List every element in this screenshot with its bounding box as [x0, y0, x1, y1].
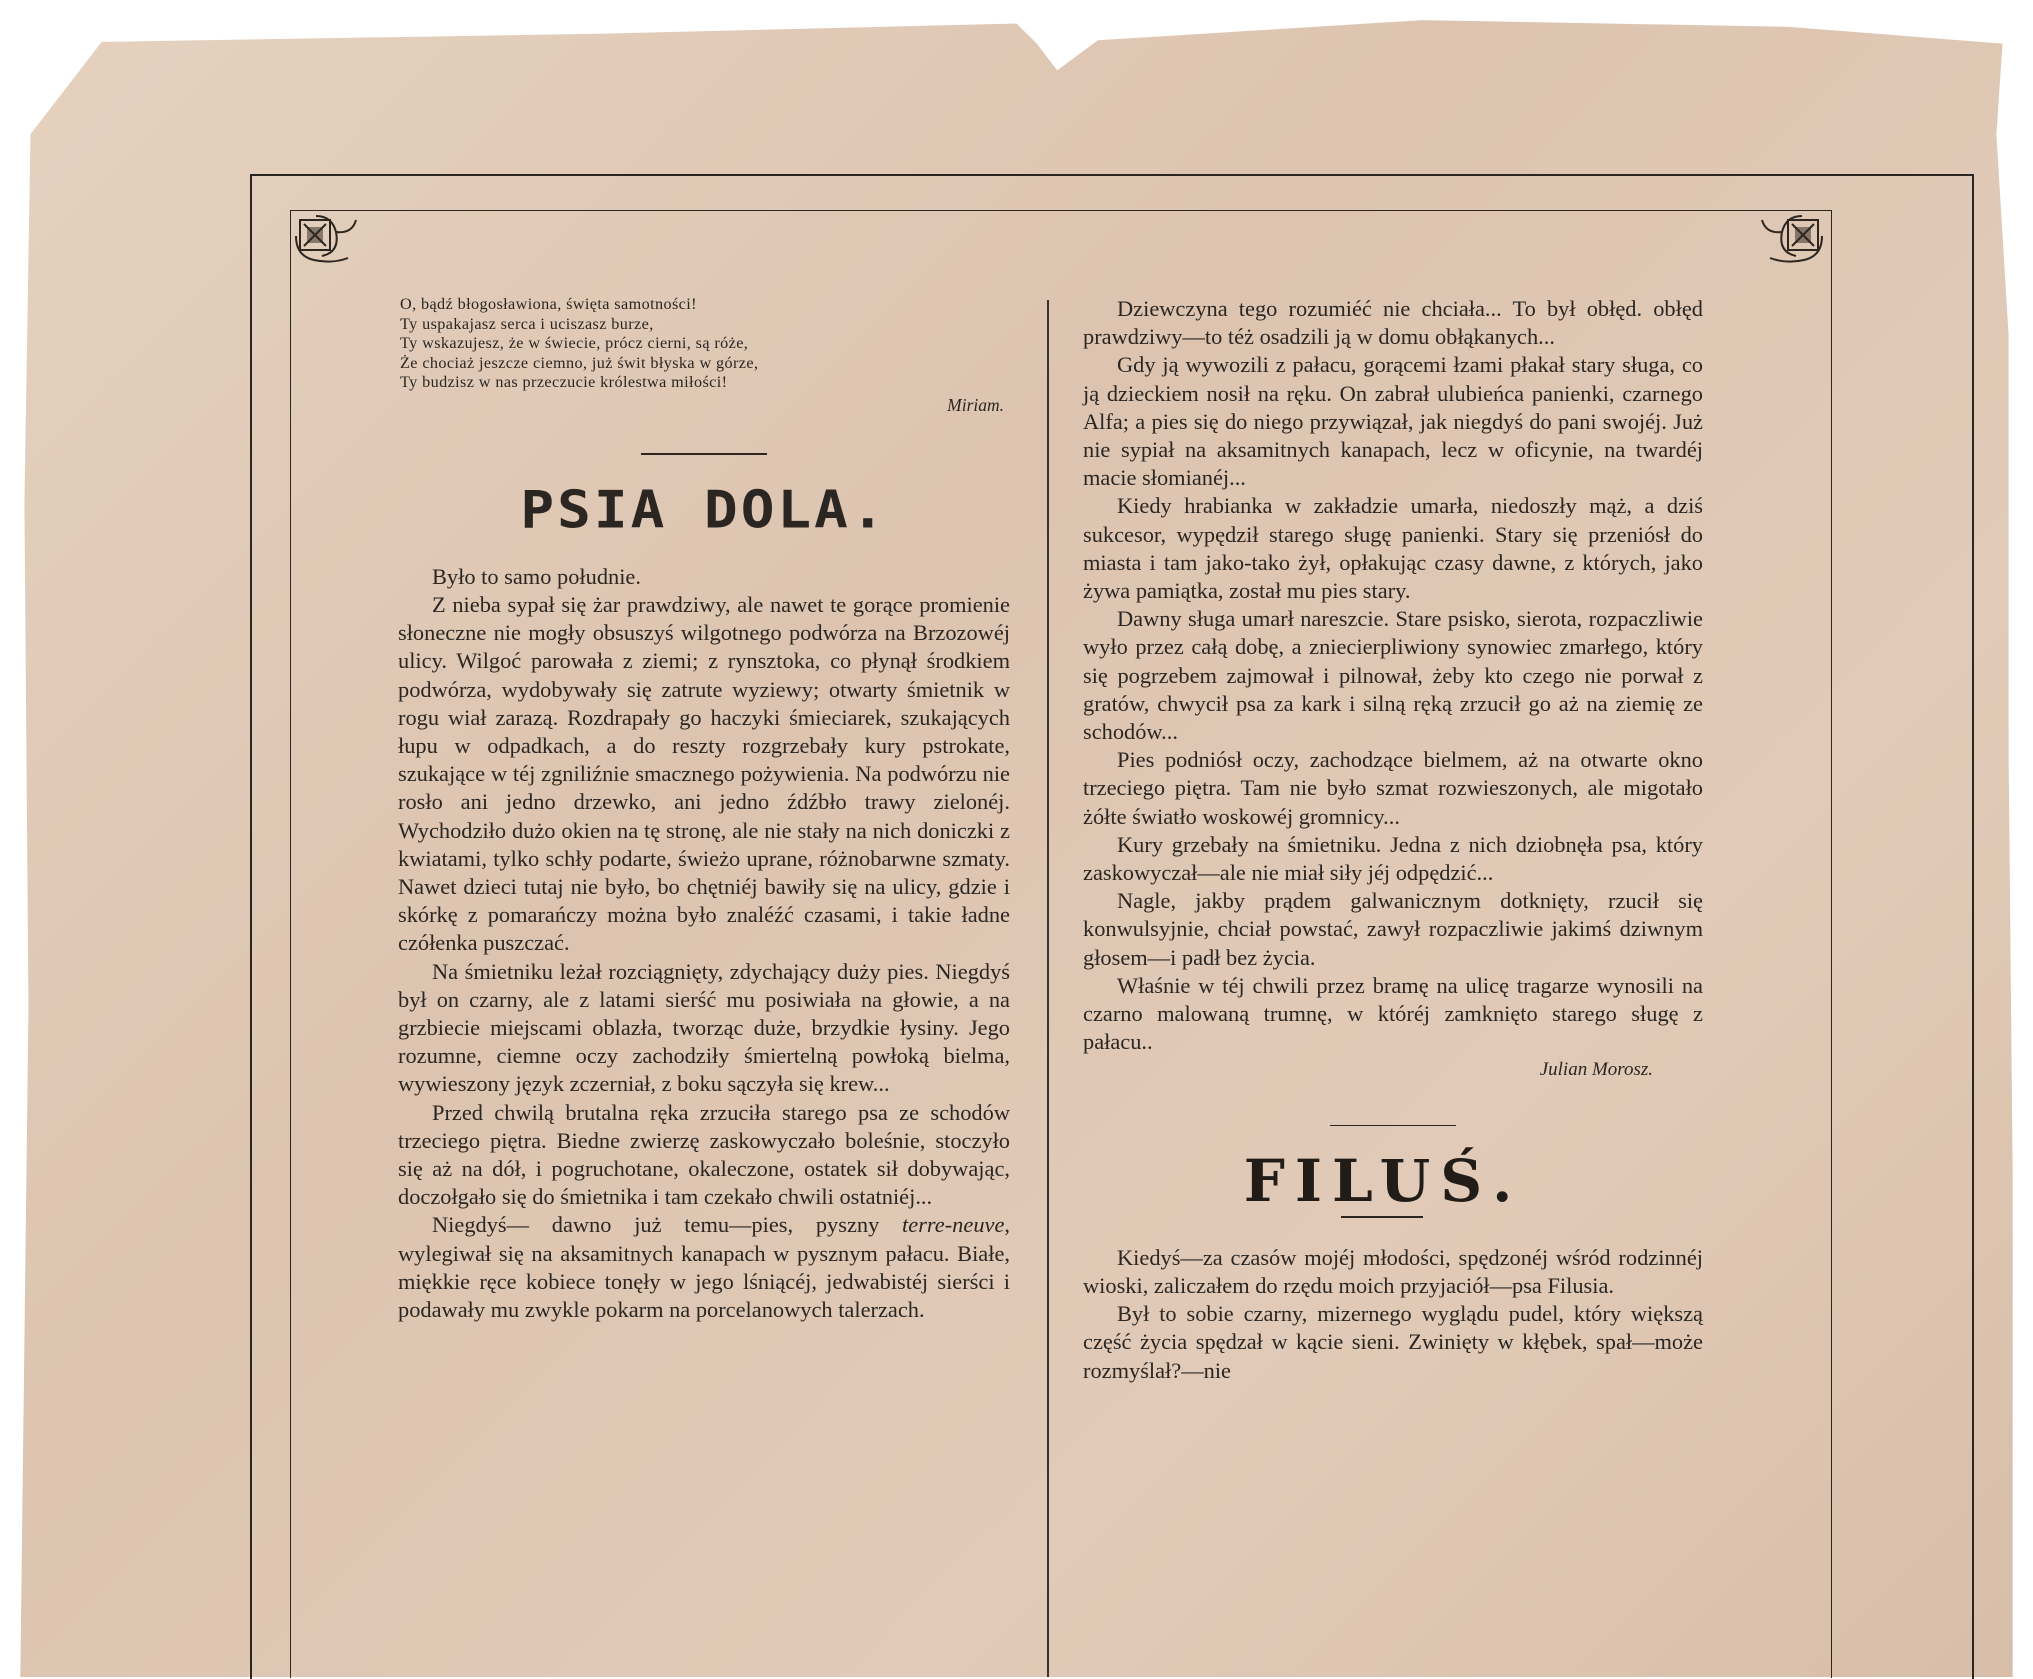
- story-paragraph: Gdy ją wywozili z pałacu, gorącemi łzami płakał stary sługa, co ją dzieckiem nosił na ręku. On zabrał ulubieńca panienki, czarnego Alfa; a pies się do niego przywiązał, jak niegdyś do pani swojéj. Już nie sypiał na aksamitnych kanapach, lecz w oficynie, na twardéj macie słomianéj...: [1083, 352, 1703, 491]
- italic-term: terre-neuve: [902, 1212, 1005, 1238]
- column-divider: [1047, 300, 1049, 1677]
- story-paragraph: Pies podniósł oczy, zachodzące bielmem, aż na otwarte okno trzeciego piętra. Tam nie było szmat rozwieszonych, ale migotało żółte światło woskowéj gromnicy...: [1083, 747, 1703, 829]
- story-paragraph: Był to sobie czarny, mizernego wyglądu pudel, który większą część życia spędzał w kącie sieni. Zwinięty w kłębek, spał—może rozmyślał?—nie: [1083, 1301, 1703, 1383]
- story-title-filus: FILUŚ.: [1243, 1147, 1523, 1216]
- poem-line: Że chociaż jeszcze ciemno, już świt błyska w górze,: [400, 353, 759, 372]
- story-paragraph: Z nieba sypał się żar prawdziwy, ale nawet te gorące promienie słoneczne nie mogły obsuszyś wilgotnego podwórza na Brzozowéj ulicy. Wilgoć parowała z ziemi; z rynsztoka, co płynął środkiem podwórza, wydobywały się zatrute wyziewy; otwarty śmietnik w rogu wiał zarazą. Rozdrapały go haczyki śmieciarek, szukających łupu w odpadkach, a do reszty rozgrzebały kury pstrokate, szukające w téj zgniliźnie smacznego pożywienia. Na podwórzu nie rosło ani jedno drzewko, ani jedno źdźbło trawy zielonéj. Wychodziło dużo okien na tę stronę, ale nie stały na nich doniczki z kwiatami, tylko schły podarte, świeżo uprane, różnobarwne szmaty. Nawet dzieci tutaj nie było, bo chętniéj bawiły się na ulicy, gdzie i skórkę z pomarańczy można było znaléźć czasami, i takie ładne czółenka puszczać.: [398, 591, 1010, 956]
- story-title-psia-dola: PSIA DOLA.: [520, 480, 888, 541]
- story-paragraph: Kiedy hrabianka w zakładzie umarła, niedoszły mąż, a dziś sukcesor, wypędził starego sługę panienki. Stary się przeniósł do miasta i tam jako-tako żył, opłakując czasy dawne, z których, jako żywa pamiątka, został mu pies stary.: [1083, 493, 1703, 604]
- right-column: [1083, 295, 1703, 1385]
- section-divider: [641, 453, 767, 455]
- corner-ornament-left-icon: [292, 212, 362, 282]
- story-paragraph: Dziewczyna tego rozumiéć nie chciała... To był obłęd. obłęd prawdziwy—to téż osadzili ją w domu obłąkanych...: [1083, 296, 1703, 350]
- story-paragraph: [398, 1211, 1010, 1324]
- story-paragraph: Kury grzebały na śmietniku. Jedna z nich dziobnęła psa, który zaskowyczał—ale nie miał siły jéj odpędzić...: [1083, 831, 1703, 886]
- poem-author: Miriam.: [947, 394, 1004, 415]
- poem-line: Ty wskazujesz, że w świecie, prócz cierni, są róże,: [400, 334, 749, 353]
- story-paragraph: Kiedyś—za czasów mojéj młodości, spędzonéj wśród rodzinnéj wioski, zaliczałem do rzędu moich przyjaciół—psa Filusia.: [1083, 1244, 1703, 1299]
- corner-ornament-right-icon: [1756, 212, 1826, 282]
- text-run: , wylegiwał się na aksamitnych kanapach w pysznym pałacu. Białe, miękkie ręce kobiece tonęły w jego lśniącéj, jedwabistéj sierści i podawały mu zwykle pokarm na porcelanowych talerzach.: [398, 1212, 1010, 1323]
- story-paragraph: Nagle, jakby prądem galwanicznym dotknięty, rzucił się konwulsyjnie, chciał powstać, zawył rozpaczliwie jakimś dziwnym głosem—i padł bez życia.: [1083, 888, 1703, 970]
- story-paragraph: Na śmietniku leżał rozciągnięty, zdychający duży pies. Niegdyś był on czarny, ale z latami sierść mu posiwiała na głowie, a na grzbiecie miejscami oblazła, tworząc duże, brzydkie łysiny. Jego rozumne, ciemne oczy zachodziły śmiertelną powłoką bielma, wywieszony język zczerniał, z boku sączyła się krew...: [398, 958, 1010, 1097]
- text-run: Niegdyś— dawno już temu—pies, pyszny: [432, 1212, 903, 1238]
- epigraph-poem: [400, 295, 1010, 393]
- poem-line: Ty budzisz w nas przeczucie królestwa miłości!: [400, 373, 728, 392]
- story-paragraph: Przed chwilą brutalna ręka zrzuciła starego psa ze schodów trzeciego piętra. Biedne zwierzę zaskowyczało boleśnie, stoczyło się aż na dół, i pogruchotane, okaleczone, ostatek sił dobywając, doczołgało się do śmietnika i tam czekało chwili ostatniéj...: [398, 1099, 1010, 1210]
- story-author: Julian Morosz.: [1539, 1059, 1653, 1081]
- section-divider: [1330, 1125, 1456, 1127]
- story-paragraph: Dawny sługa umarł nareszcie. Stare psisko, sierota, rozpaczliwie wyło przez całą dobę, a zniecierpliwiony synowiec zmarłego, który się pogrzebem zajmował i pilnował, żeby kto czego nie porwał z gratów, chwycił psa za kark i silną ręką zrzucił go aż na ziemię ze schodów...: [1083, 606, 1703, 745]
- story-paragraph: Właśnie w téj chwili przez bramę na ulicę tragarze wynosili na czarno malowaną trumnę, w któréj zamknięto starego sługę z pałacu..: [1083, 972, 1703, 1055]
- poem-line: Ty uspakajasz serca i uciszasz burze,: [400, 314, 654, 333]
- left-column: [398, 295, 1010, 1324]
- story-paragraph: Było to samo południe.: [432, 563, 641, 589]
- poem-line: O, bądź błogosławiona, święta samotności!: [400, 295, 697, 313]
- title-underline: [1341, 1216, 1423, 1218]
